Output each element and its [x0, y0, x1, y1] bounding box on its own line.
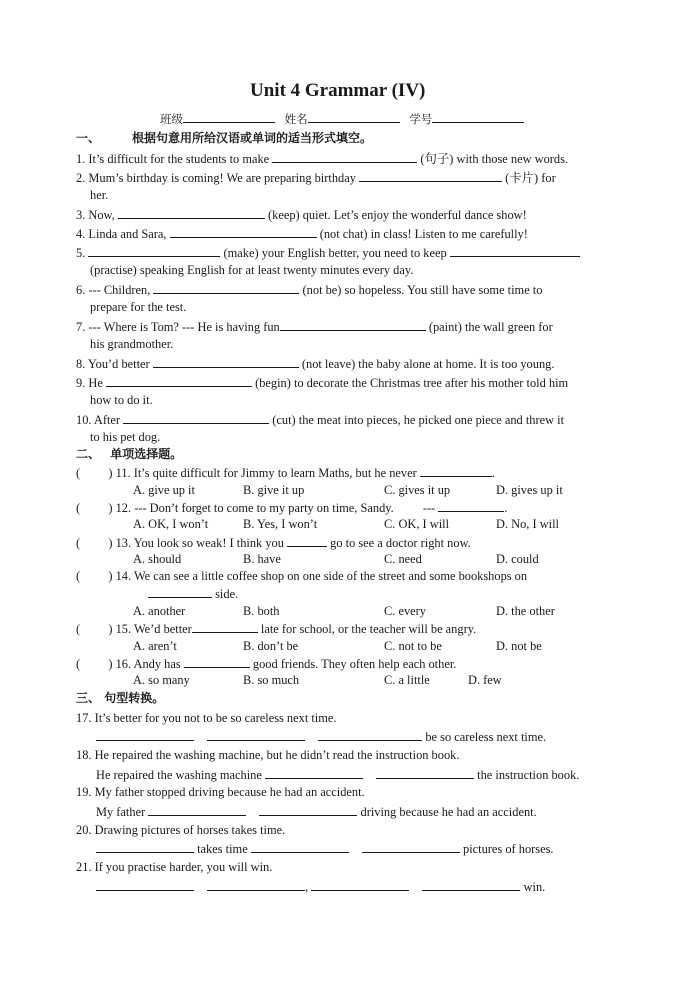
question-text: driving because he had an accident.: [360, 805, 537, 819]
item-3: [76, 207, 527, 223]
question-text: My father: [96, 805, 146, 819]
option-c[interactable]: C. OK, I will: [384, 517, 450, 531]
option-d[interactable]: D. few: [468, 673, 502, 687]
rewrite-21: [76, 860, 272, 875]
option-c[interactable]: C. need: [384, 552, 422, 566]
option-d[interactable]: D. could: [496, 552, 539, 566]
answer-blank[interactable]: [123, 412, 269, 424]
answer-blank[interactable]: [153, 282, 299, 294]
question-15: [76, 621, 476, 637]
question-text: 13. You look so weak! I think you: [115, 536, 284, 550]
option-a[interactable]: A. should: [133, 552, 182, 566]
answer-paren-open: (: [76, 622, 81, 636]
answer-paren-close: ): [108, 501, 113, 515]
item-text: 7. --- Where is Tom? --- He is having fun: [76, 320, 280, 334]
question-text: takes time: [197, 842, 248, 856]
section-1-heading: [76, 131, 373, 146]
answer-blank[interactable]: [359, 170, 502, 182]
rewrite-19: [76, 785, 365, 800]
item-9-cont: [90, 393, 153, 408]
answer-paren-close: ): [108, 466, 113, 480]
answer-blank[interactable]: [251, 841, 349, 853]
item-text: (not be) so hopeless. You still have some time to: [302, 283, 543, 297]
item-text: (not chat) in class! Listen to me carefully!: [319, 227, 528, 241]
answer-paren-close: ): [108, 569, 113, 583]
item-7: [76, 319, 553, 335]
question-text: 14. We can see a little coffee shop on one side of the street and some bookshops on: [115, 569, 528, 583]
item-text: (not leave) the baby alone at home. It is too young.: [301, 357, 555, 371]
answer-blank[interactable]: [422, 879, 520, 891]
item-text: 9. He: [76, 376, 103, 390]
answer-blank[interactable]: [311, 879, 409, 891]
name-field[interactable]: [308, 111, 400, 123]
item-9: [76, 375, 568, 391]
answer-paren-close: ): [108, 536, 113, 550]
rewrite-17-answer: [96, 729, 546, 745]
item-text: (make) your English better, you need to keep: [223, 246, 447, 260]
id-field[interactable]: [432, 111, 524, 123]
question-text: ---: [422, 501, 436, 515]
item-text: 10. After: [76, 413, 121, 427]
item-6: [76, 282, 542, 298]
answer-blank[interactable]: [96, 879, 194, 891]
rewrite-18-answer: [96, 767, 579, 783]
rewrite-18: [76, 748, 459, 763]
option-c[interactable]: C. not to be: [384, 639, 442, 653]
class-label: 班级: [160, 112, 183, 126]
question-11: [76, 465, 495, 481]
question-text: 21. If you practise harder, you will win.: [76, 860, 273, 874]
question-text: pictures of horses.: [463, 842, 554, 856]
answer-blank[interactable]: [318, 729, 422, 741]
rewrite-19-answer: [96, 804, 537, 820]
option-b[interactable]: B. have: [243, 552, 281, 566]
answer-blank[interactable]: [259, 804, 357, 816]
item-text: 5.: [76, 246, 86, 260]
item-text: his grandmother.: [90, 337, 174, 351]
item-text: (begin) to decorate the Christmas tree after his mother told him: [255, 376, 569, 390]
answer-blank[interactable]: [362, 841, 460, 853]
item-5: [76, 245, 580, 261]
name-label: 姓名: [284, 112, 308, 126]
item-1: [76, 151, 568, 167]
answer-blank[interactable]: [184, 656, 250, 668]
question-text: be so careless next time.: [425, 730, 547, 744]
rewrite-20-answer: [96, 841, 554, 857]
item-text: (paint) the wall green for: [428, 320, 553, 334]
rewrite-21-answer: [96, 879, 545, 895]
option-a[interactable]: A. so many: [133, 673, 190, 687]
answer-paren-close: ): [108, 657, 113, 671]
option-c[interactable]: C. every: [384, 604, 426, 618]
answer-blank[interactable]: [207, 729, 305, 741]
section-2-heading: [76, 447, 182, 462]
option-b[interactable]: B. so much: [243, 673, 300, 687]
item-text: (句子) with those new words.: [420, 152, 569, 166]
item-text: her.: [90, 188, 109, 202]
item-text: to his pet dog.: [90, 430, 161, 444]
question-text: 12. --- Don’t forget to come to my party on time, Sandy.: [115, 501, 394, 515]
option-d[interactable]: D. gives up it: [496, 483, 563, 497]
answer-blank[interactable]: [153, 356, 299, 368]
answer-blank[interactable]: [96, 841, 194, 853]
class-field[interactable]: [183, 111, 275, 123]
option-a[interactable]: A. OK, I won’t: [133, 517, 209, 531]
question-text: late for school, or the teacher will be angry.: [260, 622, 477, 636]
question-12: [76, 500, 508, 516]
option-a[interactable]: A. aren’t: [133, 639, 177, 653]
answer-blank[interactable]: [118, 207, 265, 219]
option-c[interactable]: C. gives it up: [384, 483, 451, 497]
item-text: 8. You’d better: [76, 357, 150, 371]
item-text: prepare for the test.: [90, 300, 187, 314]
answer-blank[interactable]: [170, 226, 317, 238]
answer-paren-close: ): [108, 622, 113, 636]
item-text: (keep) quiet. Let’s enjoy the wonderful dance show!: [268, 208, 527, 222]
section-1-number: 一、: [76, 131, 101, 145]
option-d[interactable]: D. No, I will: [496, 517, 559, 531]
item-2: [76, 170, 556, 186]
answer-blank[interactable]: [265, 767, 363, 779]
item-2-cont: [90, 188, 108, 203]
answer-blank[interactable]: [438, 500, 504, 512]
item-6-cont: [90, 300, 186, 315]
answer-blank[interactable]: [287, 535, 327, 547]
question-14-cont: [148, 586, 238, 602]
section-3-number: 三、: [76, 691, 101, 705]
question-text: He repaired the washing machine: [96, 768, 262, 782]
question-text: 19. My father stopped driving because he had an accident.: [76, 785, 365, 799]
question-text: .: [504, 501, 508, 515]
item-text: 2. Mum’s birthday is coming! We are preparing birthday: [76, 171, 356, 185]
section-1-title: 根据句意用所给汉语或单词的适当形式填空。: [132, 131, 373, 145]
item-8: [76, 356, 554, 372]
question-14: [76, 569, 527, 584]
option-a[interactable]: A. another: [133, 604, 186, 618]
section-3-heading: [76, 691, 164, 706]
option-d[interactable]: D. not be: [496, 639, 542, 653]
question-text: win.: [523, 880, 546, 894]
question-text: 16. Andy has: [115, 657, 181, 671]
answer-paren-open: (: [76, 657, 81, 671]
answer-paren-open: (: [76, 536, 81, 550]
item-4: [76, 226, 528, 242]
question-text: ,: [305, 880, 309, 894]
option-a[interactable]: A. give up it: [133, 483, 195, 497]
answer-blank[interactable]: [207, 879, 305, 891]
question-13: [76, 535, 471, 551]
item-text: 6. --- Children,: [76, 283, 151, 297]
item-5-cont: [90, 263, 413, 278]
section-2-number: 二、: [76, 447, 101, 461]
item-10: [76, 412, 564, 428]
item-text: (卡片) for: [505, 171, 556, 185]
question-text: good friends. They often help each other.: [252, 657, 457, 671]
rewrite-17: [76, 711, 336, 726]
id-label: 学号: [409, 112, 433, 126]
item-text: 3. Now,: [76, 208, 115, 222]
question-text: 17. It’s better for you not to be so careless next time.: [76, 711, 337, 725]
question-text: 20. Drawing pictures of horses takes time.: [76, 823, 286, 837]
answer-paren-open: (: [76, 569, 81, 583]
section-2-title: 单项选择题。: [110, 447, 183, 461]
student-info-row: [160, 111, 524, 127]
item-text: (practise) speaking English for at least twenty minutes every day.: [90, 263, 414, 277]
page-title: Unit 4 Grammar (IV): [250, 80, 426, 101]
answer-paren-open: (: [76, 466, 81, 480]
answer-blank[interactable]: [420, 465, 492, 477]
answer-blank[interactable]: [450, 245, 580, 257]
answer-blank[interactable]: [96, 729, 194, 741]
item-7-cont: [90, 337, 173, 352]
option-d[interactable]: D. the other: [496, 604, 555, 618]
question-text: 15. We’d better: [115, 622, 192, 636]
option-b[interactable]: B. give it up: [243, 483, 305, 497]
question-text: the instruction book.: [477, 768, 580, 782]
answer-blank[interactable]: [148, 804, 246, 816]
answer-blank[interactable]: [148, 586, 212, 598]
answer-blank[interactable]: [88, 245, 220, 257]
item-text: 4. Linda and Sara,: [76, 227, 167, 241]
item-text: (cut) the meat into pieces, he picked one piece and threw it: [272, 413, 565, 427]
item-10-cont: [90, 430, 160, 445]
option-c[interactable]: C. a little: [384, 673, 430, 687]
question-text: .: [491, 466, 495, 480]
item-text: how to do it.: [90, 393, 153, 407]
section-3-title: 句型转换。: [104, 691, 165, 705]
item-text: 1. It’s difficult for the students to make: [76, 152, 270, 166]
question-text: 11. It’s quite difficult for Jimmy to learn Maths, but he never: [115, 466, 417, 480]
answer-blank[interactable]: [106, 375, 252, 387]
question-text: 18. He repaired the washing machine, but he didn’t read the instruction book.: [76, 748, 460, 762]
question-16: [76, 656, 456, 672]
option-b[interactable]: B. both: [243, 604, 280, 618]
question-text: side.: [215, 587, 239, 601]
answer-blank[interactable]: [272, 151, 417, 163]
option-b[interactable]: B. Yes, I won’t: [243, 517, 318, 531]
answer-blank[interactable]: [192, 621, 258, 633]
option-b[interactable]: B. don’t be: [243, 639, 299, 653]
rewrite-20: [76, 823, 285, 838]
answer-blank[interactable]: [280, 319, 426, 331]
answer-blank[interactable]: [376, 767, 474, 779]
question-text: go to see a doctor right now.: [330, 536, 471, 550]
answer-paren-open: (: [76, 501, 81, 515]
